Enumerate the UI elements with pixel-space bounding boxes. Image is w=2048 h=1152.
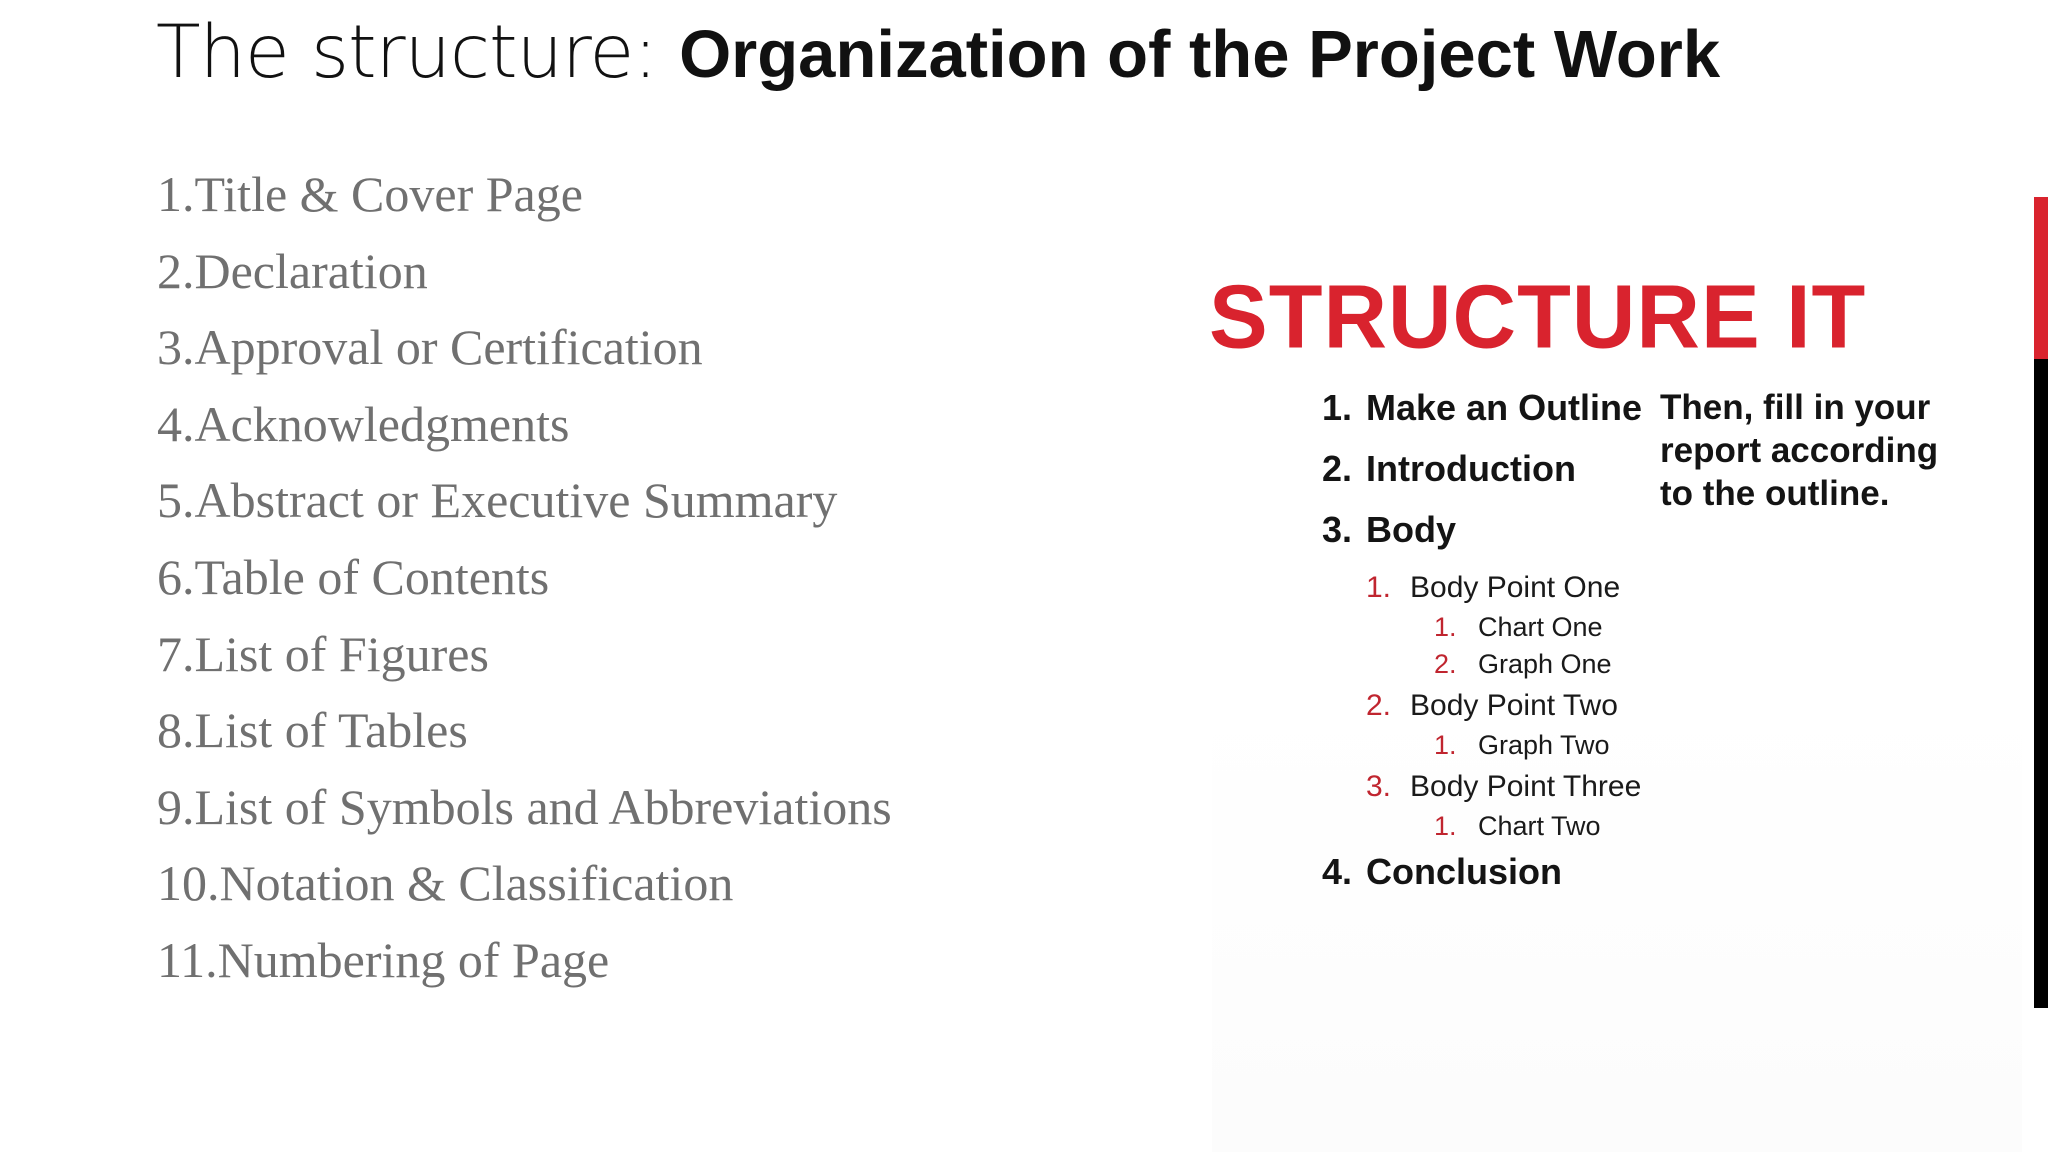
outline-number: 1.: [1322, 387, 1353, 428]
body-point-number: 2.: [1366, 689, 1392, 722]
accent-bar-black: [2034, 359, 2048, 1008]
body-point-label: Body Point Three: [1410, 770, 1642, 803]
side-note: Then, fill in your report according to the outline.: [1660, 388, 1939, 513]
accent-bar-red: [2034, 197, 2048, 359]
list-item: 1.Title & Cover Page: [157, 166, 583, 222]
body-sub-point: [1434, 610, 1603, 644]
outline-label: Body: [1366, 509, 1456, 550]
list-item: 5.Abstract or Executive Summary: [157, 472, 838, 529]
outline-label: Make an Outline: [1366, 387, 1643, 428]
outline-item: [1322, 850, 1562, 894]
body-point-number: 1.: [1366, 571, 1392, 604]
list-item: 10.Notation & Classification: [157, 855, 734, 912]
outline-item: [1322, 447, 1576, 491]
list-item: 3.Approval or Certification: [157, 319, 703, 376]
body-point-label: Body Point Two: [1410, 689, 1618, 722]
outline-number: 3.: [1322, 509, 1353, 550]
list-item: 2.Declaration: [157, 242, 428, 299]
list-item: 7.List of Figures: [157, 625, 489, 682]
body-sub-point-number: 1.: [1434, 730, 1457, 760]
body-sub-point-label: Chart One: [1478, 612, 1603, 642]
body-sub-point-label: Chart Two: [1478, 811, 1601, 841]
body-sub-point-label: Graph One: [1478, 649, 1612, 679]
list-item: 6.Table of Contents: [157, 548, 550, 605]
body-sub-point: [1434, 809, 1601, 843]
outline-label: Conclusion: [1366, 851, 1562, 892]
outline-item: [1322, 508, 1456, 552]
list-item: 11.Numbering of Page: [157, 931, 610, 988]
body-point: [1366, 687, 1618, 725]
structure-it-heading: STRUCTURE IT: [1209, 266, 1867, 367]
body-point: [1366, 569, 1620, 607]
body-point: [1366, 768, 1641, 806]
title-prefix: The structure:: [156, 10, 680, 95]
body-sub-point-label: Graph Two: [1478, 730, 1610, 760]
body-sub-point-number: 1.: [1434, 612, 1457, 642]
outline-number: 4.: [1322, 851, 1353, 892]
outline-number: 2.: [1322, 448, 1353, 489]
body-point-number: 3.: [1366, 770, 1392, 803]
body-sub-point: [1434, 647, 1612, 681]
body-sub-point-number: 1.: [1434, 811, 1457, 841]
list-item: 8.List of Tables: [157, 702, 468, 759]
list-item: 4.Acknowledgments: [157, 395, 570, 452]
outline-item: [1322, 386, 1642, 430]
structure-list: [157, 156, 892, 999]
title-main: Organization of the Project Work: [679, 17, 1721, 92]
list-item: 9.List of Symbols and Abbreviations: [157, 778, 892, 835]
body-point-label: Body Point One: [1410, 571, 1621, 604]
slide-title: [156, 6, 1720, 102]
image-background: [1212, 696, 2022, 1152]
body-sub-point-number: 2.: [1434, 649, 1457, 679]
outline-label: Introduction: [1366, 448, 1576, 489]
body-sub-point: [1434, 728, 1610, 762]
